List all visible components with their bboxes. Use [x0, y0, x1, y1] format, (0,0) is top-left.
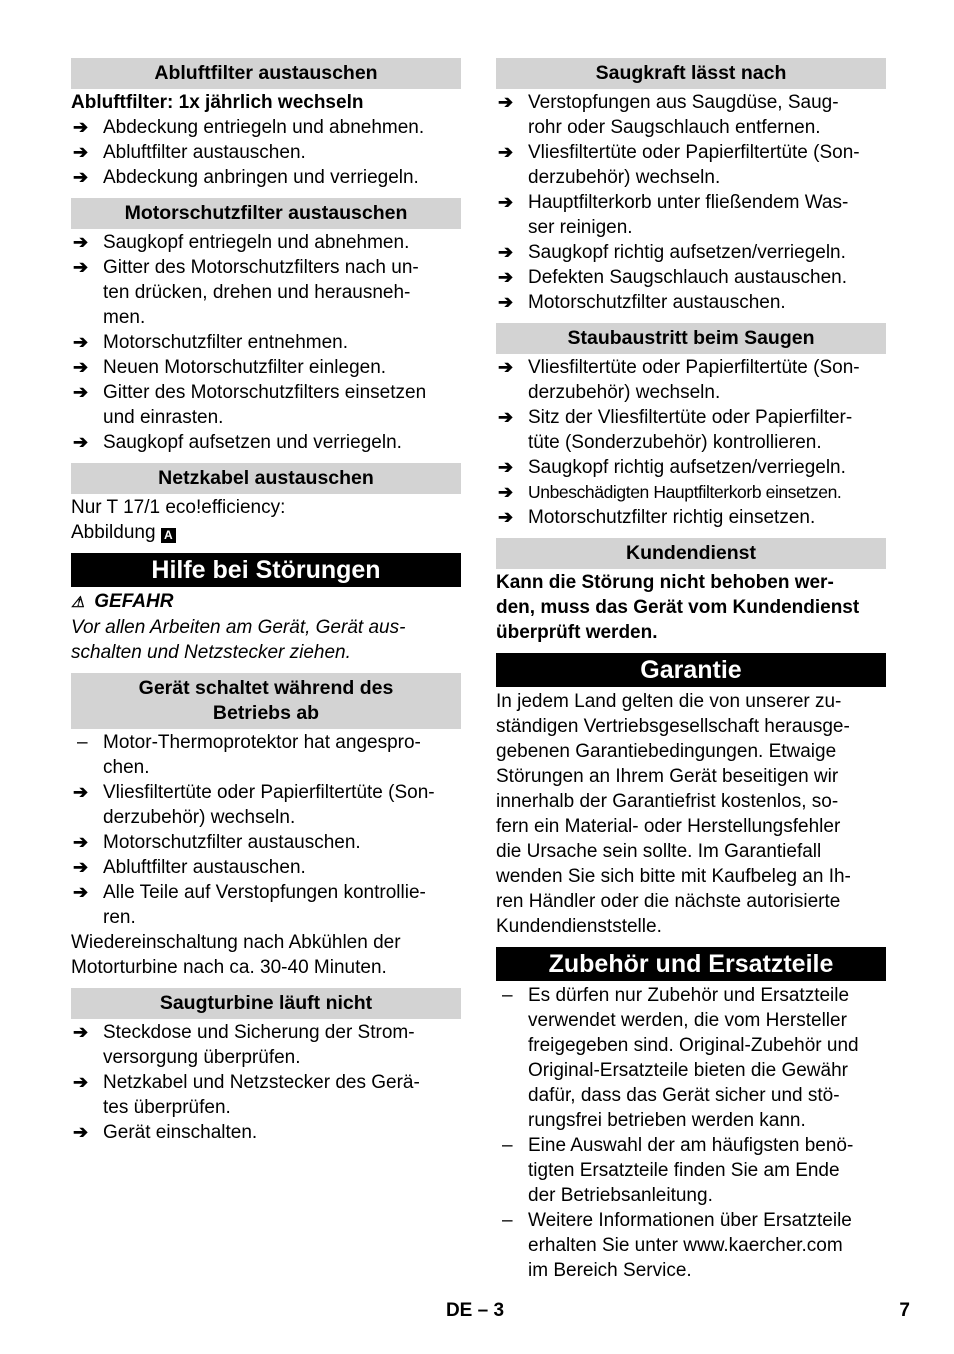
service-note: Kann die Störung nicht behoben wer- den, muss das Gerät vom Kundendienst überprüft werden.	[496, 572, 860, 643]
arrow-icon: ➔	[73, 1022, 89, 1042]
list-item: ➔ Vliesfiltertüte oder Papierfiltertüte (Son- derzubehör) wechseln.	[498, 357, 860, 403]
dash-marker: –	[77, 732, 88, 753]
step-list	[71, 230, 461, 455]
arrow-icon: ➔	[73, 382, 89, 402]
arrow-icon: ➔	[498, 457, 514, 477]
list-item: ➔ Saugkopf richtig aufsetzen/verriegeln.	[498, 457, 846, 478]
list-item: ➔ Motorschutzfilter austauschen.	[498, 292, 786, 313]
list-item: ➔ Sitz der Vliesfiltertüte oder Papierfilter- tüte (Sonderzubehör) kontrollieren.	[498, 407, 853, 453]
interval-note: Abluftfilter: 1x jährlich wechseln	[71, 92, 364, 113]
arrow-icon: ➔	[498, 482, 514, 502]
dash-marker: –	[502, 985, 513, 1006]
page-footer-label: DE – 3	[445, 1300, 505, 1321]
danger-label: ⚠ GEFAHR	[71, 589, 461, 615]
arrow-icon: ➔	[73, 432, 89, 452]
arrow-icon: ➔	[73, 1072, 89, 1092]
arrow-icon: ➔	[73, 832, 89, 852]
arrow-icon: ➔	[73, 357, 89, 377]
arrow-icon: ➔	[73, 257, 89, 277]
list-item: ➔ Gitter des Motorschutzfilters einsetzen und einrasten.	[73, 382, 427, 428]
list-item: ➔ Abluftfilter austauschen.	[73, 857, 306, 878]
list-item: ➔ Abdeckung anbringen und verriegeln.	[73, 167, 419, 188]
section-heading: Saugkraft lässt nach	[496, 58, 886, 89]
list-item: ➔ Abdeckung entriegeln und abnehmen.	[73, 117, 425, 138]
list-item: ➔ Netzkabel und Netzstecker des Gerä- tes überprüfen.	[73, 1072, 420, 1118]
arrow-icon: ➔	[498, 142, 514, 162]
arrow-icon: ➔	[73, 117, 89, 137]
section-heading: Saugturbine läuft nicht	[71, 988, 461, 1019]
step-list	[496, 983, 886, 1283]
section-heading: Staubaustritt beim Saugen	[496, 323, 886, 354]
right-column	[496, 58, 886, 1283]
restart-note: Wiedereinschaltung nach Abkühlen der Motorturbine nach ca. 30-40 Minuten.	[71, 932, 401, 978]
list-item: ➔ Motorschutzfilter richtig einsetzen.	[498, 507, 816, 528]
section-heading: Motorschutzfilter austauschen	[71, 198, 461, 229]
list-item: ➔ Saugkopf aufsetzen und verriegeln.	[73, 432, 402, 453]
arrow-icon: ➔	[73, 882, 89, 902]
list-item: ➔ Hauptfilterkorb unter fließendem Was- ser reinigen.	[498, 192, 849, 238]
list-item: ➔ Gitter des Motorschutzfilters nach un- ten drücken, drehen und herausneh- men.	[73, 257, 419, 328]
arrow-icon: ➔	[498, 507, 514, 527]
list-item: ➔ Gerät einschalten.	[73, 1122, 258, 1143]
list-item: ➔ Abluftfilter austauschen.	[73, 142, 306, 163]
arrow-icon: ➔	[73, 1122, 89, 1142]
arrow-icon: ➔	[498, 357, 514, 377]
step-list	[71, 115, 461, 190]
arrow-icon: ➔	[498, 92, 514, 112]
list-item: ➔ Neuen Motorschutzfilter einlegen.	[73, 357, 387, 378]
list-item: ➔ Motorschutzfilter entnehmen.	[73, 332, 349, 353]
section-heading: Kundendienst	[496, 538, 886, 569]
list-item: ➔ Saugkopf richtig aufsetzen/verriegeln.	[498, 242, 846, 263]
arrow-icon: ➔	[498, 267, 514, 287]
list-item: ➔ Vliesfiltertüte oder Papierfiltertüte (Son- derzubehör) wechseln.	[498, 142, 860, 188]
step-list	[71, 730, 461, 930]
arrow-icon: ➔	[498, 292, 514, 312]
step-list	[496, 90, 886, 315]
list-item: ➔ Unbeschädigten Hauptfilterkorb einsetzen.	[496, 480, 886, 505]
list-item: ➔ Defekten Saugschlauch austauschen.	[498, 267, 847, 288]
arrow-icon: ➔	[498, 407, 514, 427]
arrow-icon: ➔	[73, 142, 89, 162]
list-item: – Es dürfen nur Zubehör und Ersatzteile verwendet werden, die vom Hersteller freigegeben sind. Original-Zubehör und Original-Ersatzteile bieten die Gewähr dafür, dass das Gerät sicher und stö- rungsfrei betrieben werden kann.	[496, 983, 886, 1133]
step-list	[71, 1020, 461, 1145]
dash-marker: –	[502, 1135, 513, 1156]
section-heading: Gerät schaltet während des Betriebs ab	[71, 673, 461, 729]
list-item: – Weitere Informationen über Ersatzteile erhalten Sie unter www.kaercher.com im Bereich Service.	[496, 1208, 886, 1283]
arrow-icon: ➔	[73, 332, 89, 352]
section-heading: Netzkabel austauschen	[71, 463, 461, 494]
arrow-icon: ➔	[73, 232, 89, 252]
list-item: ➔ Steckdose und Sicherung der Strom- versorgung überprüfen.	[73, 1022, 415, 1068]
list-item: – Motor-Thermoprotektor hat angespro- chen.	[71, 730, 461, 780]
figure-a-badge: A	[161, 528, 176, 543]
warranty-text: In jedem Land gelten die von unserer zu- ständigen Vertriebsgesellschaft herausge- gebenen Garantiebedingungen. Etwaige Störungen an Ihrem Gerät beseitigen wir innerhalb der Garantiefrist kostenlos, so- fern ein Material- oder Herstellungsfehler die Ursache sein sollte. Im Garantiefall wenden Sie sich bitte mit Kaufbeleg an Ih- ren Händler oder die nächste autorisierte Kundendienststelle.	[496, 691, 851, 937]
chapter-heading: Hilfe bei Störungen	[71, 553, 461, 587]
figure-reference: Abbildung A	[71, 520, 461, 545]
arrow-icon: ➔	[73, 782, 89, 802]
step-list	[496, 355, 886, 530]
list-item: ➔ Motorschutzfilter austauschen.	[73, 832, 361, 853]
chapter-heading: Garantie	[496, 653, 886, 687]
page-number: 7	[899, 1300, 910, 1321]
dash-marker: –	[502, 1210, 513, 1231]
model-note: Nur T 17/1 eco!efficiency:	[71, 497, 286, 518]
chapter-heading: Zubehör und Ersatzteile	[496, 947, 886, 981]
list-item: ➔ Alle Teile auf Verstopfungen kontrollie- ren.	[73, 882, 426, 928]
arrow-icon: ➔	[498, 192, 514, 212]
arrow-icon: ➔	[498, 242, 514, 262]
arrow-icon: ➔	[73, 857, 89, 877]
list-item: ➔ Verstopfungen aus Saugdüse, Saug- rohr oder Saugschlauch entfernen.	[498, 92, 839, 138]
list-item: – Eine Auswahl der am häufigsten benö- tigten Ersatzteile finden Sie am Ende der Betriebsanleitung.	[496, 1133, 886, 1208]
arrow-icon: ➔	[73, 167, 89, 187]
left-column	[71, 58, 461, 1145]
warning-triangle-icon: ⚠	[71, 594, 85, 611]
list-item: ➔ Saugkopf entriegeln und abnehmen.	[73, 232, 410, 253]
danger-text: Vor allen Arbeiten am Gerät, Gerät aus- schalten und Netzstecker ziehen.	[71, 617, 406, 663]
list-item: ➔ Vliesfiltertüte oder Papierfiltertüte (Son- derzubehör) wechseln.	[73, 782, 435, 828]
section-heading: Abluftfilter austauschen	[71, 58, 461, 89]
